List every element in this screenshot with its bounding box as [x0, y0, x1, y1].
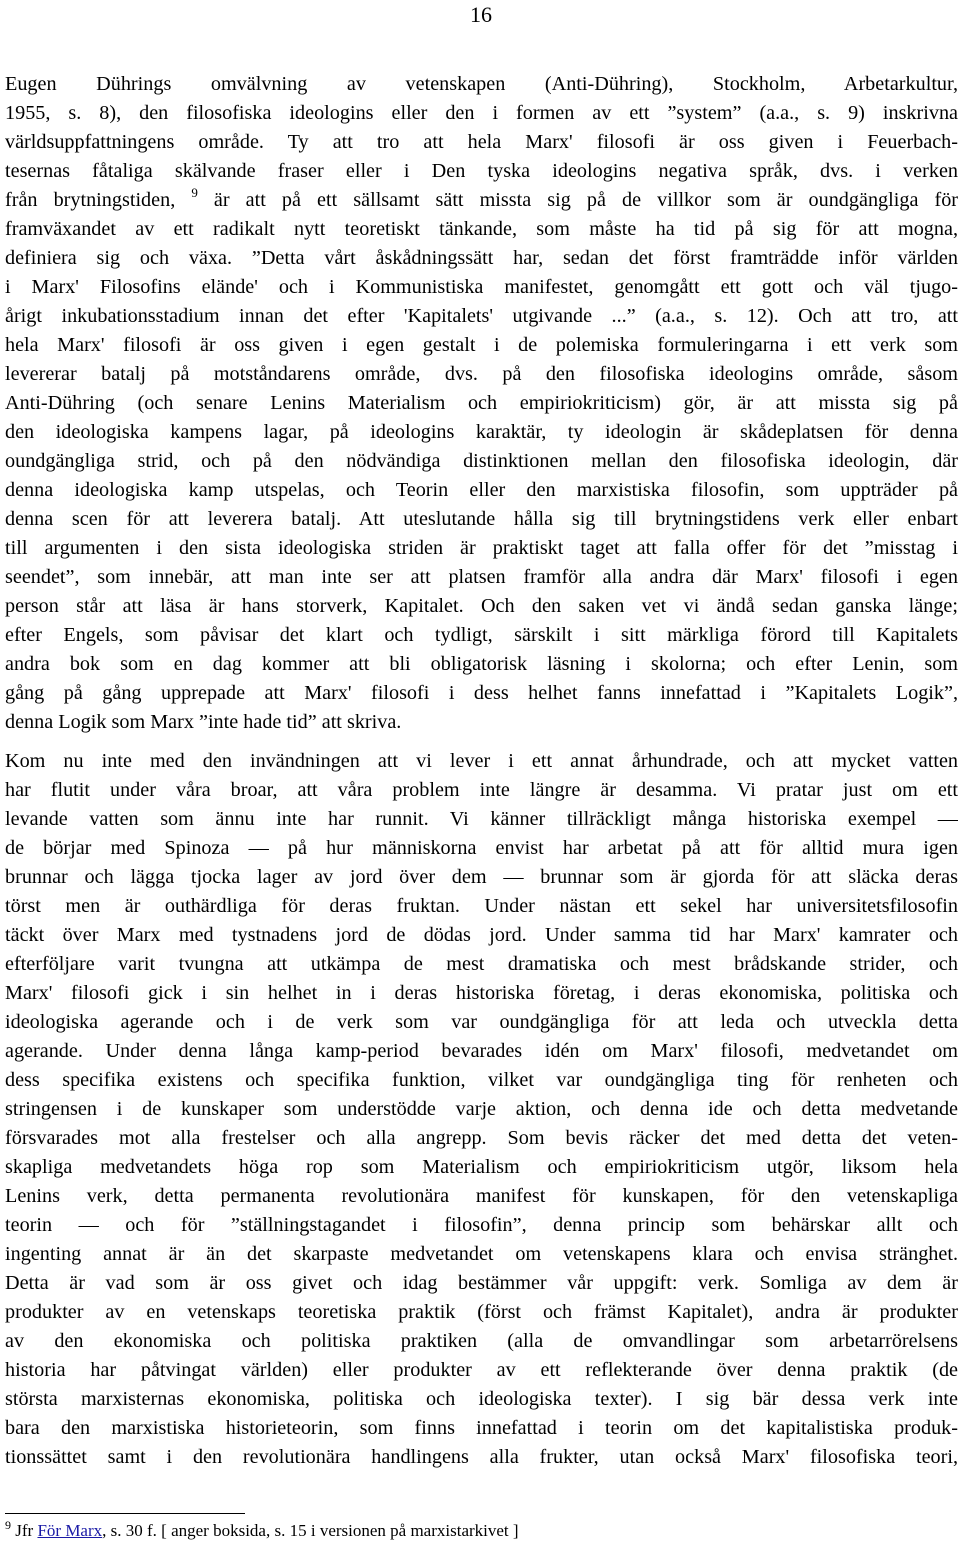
- text-line: dess specifika existens och specifika funktion, vilket var oundgängliga ting för renheten och: [5, 1069, 958, 1091]
- text-line: Kom nu inte med den invändningen att vi lever i ett annat århundrade, och att mycket vatten: [5, 750, 958, 772]
- text-line: stringensen i de kunskaper som understödde varje aktion, och denna ide och detta medvetande: [5, 1098, 958, 1120]
- text-line: Marx' filosofi gick i sin helhet in i deras historiska företag, i deras ekonomiska, politiska och: [5, 982, 958, 1004]
- footnote-prefix: Jfr: [11, 1521, 38, 1540]
- text-line: världsuppfattningens område. Ty att tro att hela Marx' filosofi är oss given i Feuerbach-: [5, 131, 958, 153]
- text-line: levande vatten som ännu inte har runnit. Vi känner tillräckligt många historiska exempel —: [5, 808, 958, 830]
- text-line: Lenins verk, detta permanenta revolutionära manifest för kunskapen, för den vetenskapliga: [5, 1185, 958, 1207]
- text-line: av den ekonomiska och politiska praktiken (alla de omvandlingar som arbetarrörelsens: [5, 1330, 958, 1352]
- text-line: teorin — och för ”ställningstagandet i filosofin”, denna princip som behärskar allt och: [5, 1214, 958, 1236]
- footnote-divider: [5, 1513, 245, 1514]
- text-line: i Marx' Filosofins elände' och i Kommunistiska manifestet, genomgått ett gott och väl tjugo-: [5, 276, 958, 298]
- footnote-number: 9: [5, 1518, 11, 1532]
- text-line: skapliga medvetandets höga rop som Materialism och empiriokriticism utgör, liksom hela: [5, 1156, 958, 1178]
- text-line: definiera sig och växa. ”Detta vårt åskådningssätt har, sedan det först framträdde inför världen: [5, 247, 958, 269]
- text-line: tesernas fåtaliga skälvande fraser eller i Den tyska ideologins negativa språk, dvs. i verken: [5, 160, 958, 182]
- text-line: Eugen Dührings omvälvning av vetenskapen (Anti-Dühring), Stockholm, Arbetarkultur,: [5, 73, 958, 95]
- text-line: 1955, s. 8), den filosofiska ideologins eller den i formen av ett ”system” (a.a., s. 9) inskrivna: [5, 102, 958, 124]
- footnote-link[interactable]: För Marx: [37, 1521, 103, 1540]
- text-line: Detta är vad som är oss givet och idag bestämmer vår uppgift: verk. Somliga av dem är: [5, 1272, 958, 1294]
- text-line: levererar batalj på motståndarens område, dvs. på den filosofiska ideologins område, såsom: [5, 363, 958, 385]
- text-line: den ideologiska kampens lagar, på ideologins karaktär, ty ideologin är skådeplatsen för denna: [5, 421, 958, 443]
- text-line: de börjar med Spinoza — på hur människorna envist har arbetat på att för alltid mura igen: [5, 837, 958, 859]
- text-line: efter Engels, som påvisar det klart och tydligt, särskilt i sitt märkliga förord till Kapitalets: [5, 624, 958, 646]
- text-line: gång på gång upprepade att Marx' filosofi i dess helhet fanns innefattad i ”Kapitalets Logik”,: [5, 682, 958, 704]
- page-body: [5, 70, 958, 1472]
- text-line: agerande. Under denna långa kamp-period bevarades idén om Marx' filosofi, medvetandet om: [5, 1040, 958, 1062]
- footnote: [5, 1520, 519, 1542]
- text-line: törst men är outhärdliga för deras fruktan. Under nästan ett sekel har universitetsfilosofin: [5, 895, 958, 917]
- text-line: efterföljare varit tvungna att utkämpa de mest dramatiska och mest brådskande strider, och: [5, 953, 958, 975]
- text-line: denna Logik som Marx ”inte hade tid” att skriva.: [5, 711, 402, 733]
- paragraph: [5, 747, 958, 1472]
- text-line: denna scen för att leverera batalj. Att uteslutande hålla sig till brytningstidens verk eller enbart: [5, 508, 958, 530]
- text-fragment: är att på ett sällsamt sätt missta sig på de villkor som är oundgängliga för: [213, 189, 958, 211]
- paragraph: [5, 70, 958, 737]
- text-line: seendet”, som innebär, att man inte ser att platsen framför alla andra där Marx' filosofi i egen: [5, 566, 958, 588]
- footnote-reference[interactable]: 9: [191, 186, 198, 200]
- text-line: täckt över Marx med tystnadens jord de dödas jord. Under samma tid har Marx' kamrater och: [5, 924, 958, 946]
- text-line: hela Marx' filosofi är oss given i egen gestalt i de polemiska formuleringarna i ett verk som: [5, 334, 958, 356]
- text-fragment: från brytningstiden,: [5, 189, 176, 211]
- text-line: framväxandet av ett radikalt nytt teoretiskt tänkande, som måste ha tid på sig för att mogna,: [5, 218, 958, 240]
- text-line: historia har påtvingat världen) eller produkter av ett reflekterande över denna praktik (de: [5, 1359, 958, 1381]
- text-line: denna ideologiska kamp utspelas, och Teorin eller den marxistiska filosofin, som uppträder på: [5, 479, 958, 501]
- text-line: produkter av en vetenskaps teoretiska praktik (först och främst Kapitalet), andra är produkter: [5, 1301, 958, 1323]
- text-line: brunnar och lägga tjocka lager av jord över dem — brunnar som är gjorda för att släcka deras: [5, 866, 958, 888]
- text-line: till argumenten i den sista ideologiska striden är praktiskt taget att falla offer för det ”misstag i: [5, 537, 958, 559]
- text-line: årigt inkubationsstadium innan det efter 'Kapitalets' utgivande ...” (a.a., s. 12). Och att tro, att: [5, 305, 958, 327]
- page-number: 16: [470, 2, 492, 27]
- text-line: Anti-Dühring (och senare Lenins Materialism och empiriokriticism) gör, är att missta sig på: [5, 392, 958, 414]
- text-line: har flutit under våra broar, att våra problem inte längre är desamma. Vi pratar just om ett: [5, 779, 958, 801]
- text-line: tionssättet samt i den revolutionära handlingens alla frukter, utan också Marx' filosofiska teori,: [5, 1446, 958, 1468]
- text-line: ingenting annat är än det skarpaste medvetandet om vetenskapens klara och envisa stränghet.: [5, 1243, 958, 1265]
- text-line: oundgängliga strid, och på den nödvändiga distinktionen mellan den filosofiska ideologin, där: [5, 450, 958, 472]
- text-line: försvarades mot alla frestelser och alla angrepp. Som bevis räcker det med detta det veten-: [5, 1127, 958, 1149]
- text-line-with-footnote-ref: [5, 186, 958, 215]
- text-line: största marxisternas ekonomiska, politiska och ideologiska texter). I sig bär dessa verk inte: [5, 1388, 958, 1410]
- text-line: ideologiska agerande och i de verk som var oundgängliga för att leda och utveckla detta: [5, 1011, 958, 1033]
- text-line: bara den marxistiska historieteorin, som finns innefattad i teorin om det kapitalistiska produk-: [5, 1417, 958, 1439]
- text-line: person står att läsa är hans storverk, Kapitalet. Och den saken vet vi ändå sedan ganska länge;: [5, 595, 958, 617]
- text-line: andra bok som en dag kommer att bli obligatorisk läsning i skolorna; och efter Lenin, som: [5, 653, 958, 675]
- footnote-suffix: , s. 30 f. [ anger boksida, s. 15 i versionen på marxistarkivet ]: [102, 1521, 519, 1540]
